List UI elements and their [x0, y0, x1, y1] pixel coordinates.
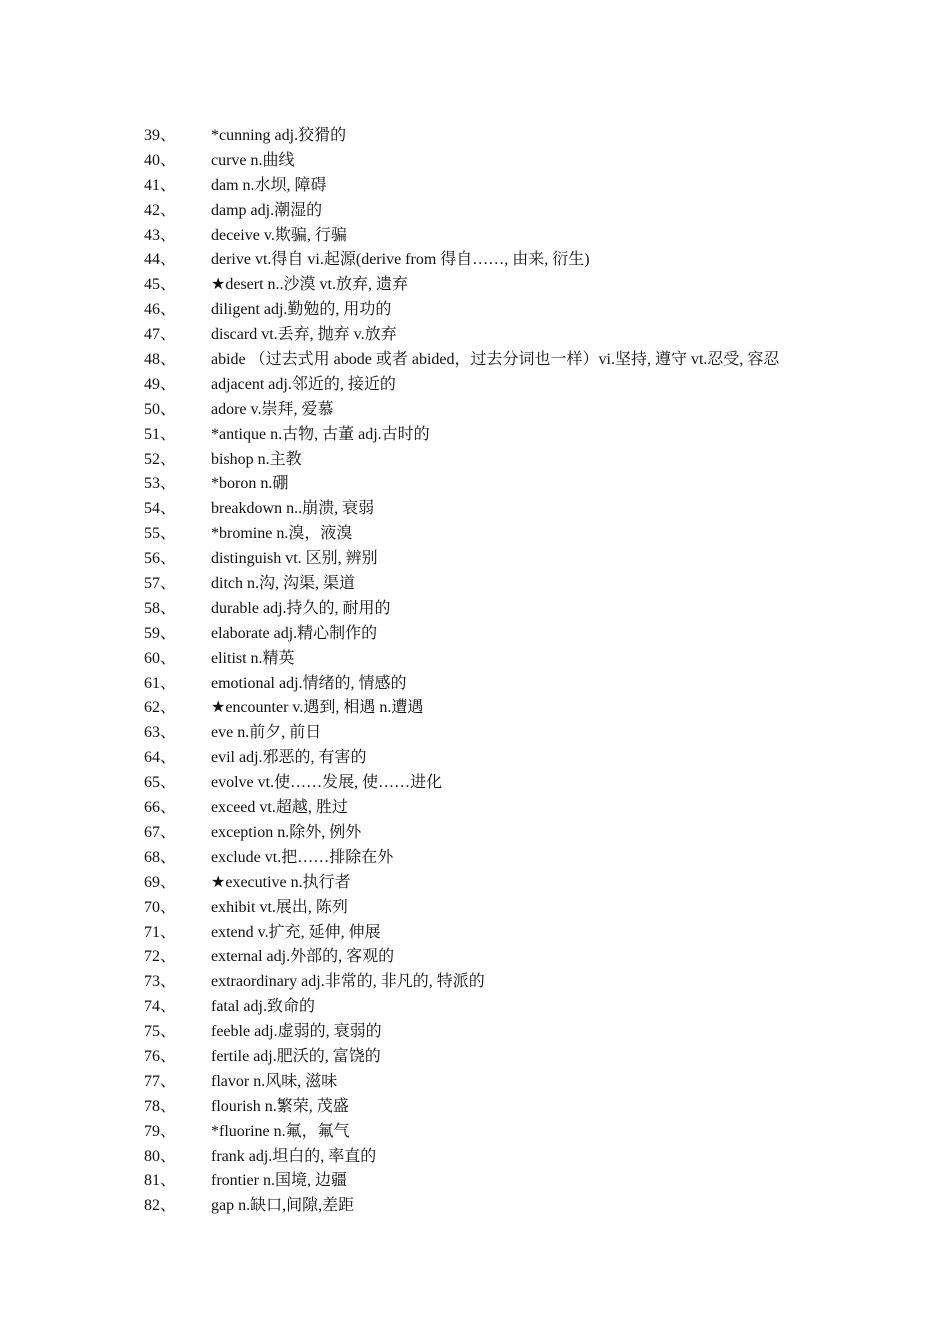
entry-number: 61、	[144, 674, 177, 692]
vocab-entry	[144, 1120, 779, 1145]
entry-number: 82、	[144, 1197, 177, 1215]
vocab-entry	[144, 522, 779, 547]
entry-number: 56、	[144, 550, 177, 568]
entry-definition: flourish n.繁荣, 茂盛	[211, 1097, 349, 1115]
vocab-entry	[144, 174, 779, 199]
entry-definition: adjacent adj.邻近的, 接近的	[211, 375, 396, 393]
vocab-entry	[144, 547, 779, 572]
vocab-entry	[144, 423, 779, 448]
entry-definition: evolve vt.使……发展, 使……进化	[211, 774, 443, 792]
vocab-entry	[144, 149, 779, 174]
entry-number: 72、	[144, 948, 177, 966]
vocab-entry	[144, 1169, 779, 1194]
entry-number: 77、	[144, 1072, 177, 1090]
vocab-entry	[144, 970, 779, 995]
vocab-entry	[144, 622, 779, 647]
vocab-entry	[144, 348, 779, 373]
entry-definition: *boron n.硼	[211, 475, 289, 493]
vocab-entry	[144, 746, 779, 771]
vocab-entry	[144, 871, 779, 896]
entry-number: 40、	[144, 151, 177, 169]
entry-definition: exhibit vt.展出, 陈列	[211, 898, 348, 916]
entry-number: 81、	[144, 1172, 177, 1190]
entry-definition: exclude vt.把……排除在外	[211, 848, 394, 866]
entry-definition: external adj.外部的, 客观的	[211, 948, 395, 966]
vocab-entry	[144, 846, 779, 871]
entry-number: 74、	[144, 998, 177, 1016]
vocab-entry	[144, 995, 779, 1020]
entry-number: 46、	[144, 301, 177, 319]
vocab-entry	[144, 273, 779, 298]
entry-definition: elitist n.精英	[211, 649, 295, 667]
vocab-entry	[144, 497, 779, 522]
entry-definition: *antique n.古物, 古董 adj.古时的	[211, 425, 430, 443]
entry-number: 73、	[144, 973, 177, 991]
vocab-entry	[144, 224, 779, 249]
entry-definition: elaborate adj.精心制作的	[211, 624, 378, 642]
entry-number: 78、	[144, 1097, 177, 1115]
entry-number: 57、	[144, 575, 177, 593]
entry-definition: diligent adj.勤勉的, 用功的	[211, 301, 392, 319]
vocab-entry	[144, 1070, 779, 1095]
vocab-entry	[144, 199, 779, 224]
entry-definition: evil adj.邪恶的, 有害的	[211, 749, 367, 767]
vocab-entry	[144, 1045, 779, 1070]
entry-definition: frank adj.坦白的, 率直的	[211, 1147, 377, 1165]
entry-number: 43、	[144, 226, 177, 244]
vocab-entry	[144, 448, 779, 473]
vocab-entry	[144, 1095, 779, 1120]
entry-number: 71、	[144, 923, 177, 941]
entry-definition: frontier n.国境, 边疆	[211, 1172, 347, 1190]
entry-definition: emotional adj.情绪的, 情感的	[211, 674, 407, 692]
entry-definition: derive vt.得自 vi.起源(derive from 得自……, 由来, 衍生)	[211, 251, 590, 269]
entry-number: 60、	[144, 649, 177, 667]
entry-number: 41、	[144, 176, 177, 194]
entry-definition: flavor n.风味, 滋味	[211, 1072, 338, 1090]
vocab-entry	[144, 896, 779, 921]
entry-definition: ★executive n.执行者	[211, 873, 351, 891]
vocab-entry	[144, 821, 779, 846]
entry-definition: fertile adj.肥沃的, 富饶的	[211, 1047, 381, 1065]
entry-definition: *cunning adj.狡猾的	[211, 127, 347, 144]
entry-number: 64、	[144, 749, 177, 767]
entry-definition: bishop n.主教	[211, 450, 302, 468]
entry-definition: adore v.崇拜, 爱慕	[211, 400, 334, 418]
vocab-entry	[144, 796, 779, 821]
entry-definition: eve n.前夕, 前日	[211, 724, 322, 742]
entry-definition: fatal adj.致命的	[211, 998, 315, 1016]
entry-number: 55、	[144, 525, 177, 543]
entry-number: 50、	[144, 400, 177, 418]
entry-number: 62、	[144, 699, 177, 717]
entry-number: 54、	[144, 500, 177, 518]
entry-number: 68、	[144, 848, 177, 866]
entry-number: 44、	[144, 251, 177, 269]
entry-number: 80、	[144, 1147, 177, 1165]
entry-definition: exception n.除外, 例外	[211, 823, 362, 841]
entry-definition: distinguish vt. 区别, 辨别	[211, 550, 378, 568]
entry-definition: abide （过去式用 abode 或者 abided，过去分词也一样）vi.坚持, 遵守 vt.忍受, 容忍	[211, 351, 780, 369]
entry-number: 39、	[144, 127, 177, 144]
entry-number: 53、	[144, 475, 177, 493]
entry-number: 49、	[144, 375, 177, 393]
entry-definition: deceive v.欺骗, 行骗	[211, 226, 347, 244]
vocab-entry	[144, 921, 779, 946]
entry-number: 69、	[144, 873, 177, 891]
vocab-entry	[144, 1194, 779, 1219]
entry-number: 51、	[144, 425, 177, 443]
vocab-entry	[144, 124, 779, 149]
vocab-entry	[144, 597, 779, 622]
entry-definition: ★encounter v.遇到, 相遇 n.遭遇	[211, 699, 424, 717]
entry-number: 79、	[144, 1122, 177, 1140]
vocab-entry	[144, 398, 779, 423]
entry-definition: ★desert n..沙漠 vt.放弃, 遗弃	[211, 276, 408, 294]
entry-number: 52、	[144, 450, 177, 468]
entry-number: 67、	[144, 823, 177, 841]
entry-definition: exceed vt.超越, 胜过	[211, 799, 348, 817]
vocab-entry	[144, 472, 779, 497]
entry-number: 65、	[144, 774, 177, 792]
vocab-entry	[144, 672, 779, 697]
vocab-entry	[144, 696, 779, 721]
entry-number: 75、	[144, 1023, 177, 1041]
entry-definition: extraordinary adj.非常的, 非凡的, 特派的	[211, 973, 485, 991]
vocab-entry	[144, 572, 779, 597]
entry-number: 45、	[144, 276, 177, 294]
entry-definition: curve n.曲线	[211, 151, 295, 169]
entry-definition: breakdown n..崩溃, 衰弱	[211, 500, 375, 518]
vocab-entry	[144, 298, 779, 323]
vocabulary-list	[144, 124, 779, 1219]
entry-definition: *bromine n.溴，液溴	[211, 525, 353, 543]
entry-number: 42、	[144, 201, 177, 219]
entry-number: 63、	[144, 724, 177, 742]
entry-number: 76、	[144, 1047, 177, 1065]
entry-definition: durable adj.持久的, 耐用的	[211, 599, 391, 617]
vocab-entry	[144, 1020, 779, 1045]
vocab-entry	[144, 323, 779, 348]
vocab-entry	[144, 721, 779, 746]
entry-number: 58、	[144, 599, 177, 617]
vocab-entry	[144, 373, 779, 398]
vocab-entry	[144, 945, 779, 970]
entry-number: 48、	[144, 351, 177, 369]
entry-number: 47、	[144, 326, 177, 344]
entry-number: 70、	[144, 898, 177, 916]
entry-definition: dam n.水坝, 障碍	[211, 176, 327, 194]
entry-definition: damp adj.潮湿的	[211, 201, 323, 219]
entry-definition: *fluorine n.氟，氟气	[211, 1122, 350, 1140]
entry-definition: extend v.扩充, 延伸, 伸展	[211, 923, 381, 941]
entry-definition: feeble adj.虚弱的, 衰弱的	[211, 1023, 382, 1041]
vocab-entry	[144, 1145, 779, 1170]
entry-definition: discard vt.丢弃, 抛弃 v.放弃	[211, 326, 397, 344]
entry-number: 66、	[144, 799, 177, 817]
vocab-entry	[144, 248, 779, 273]
vocab-entry	[144, 771, 779, 796]
entry-number: 59、	[144, 624, 177, 642]
vocab-entry	[144, 647, 779, 672]
entry-definition: ditch n.沟, 沟渠, 渠道	[211, 575, 355, 593]
entry-definition: gap n.缺口,间隙,差距	[211, 1197, 355, 1215]
